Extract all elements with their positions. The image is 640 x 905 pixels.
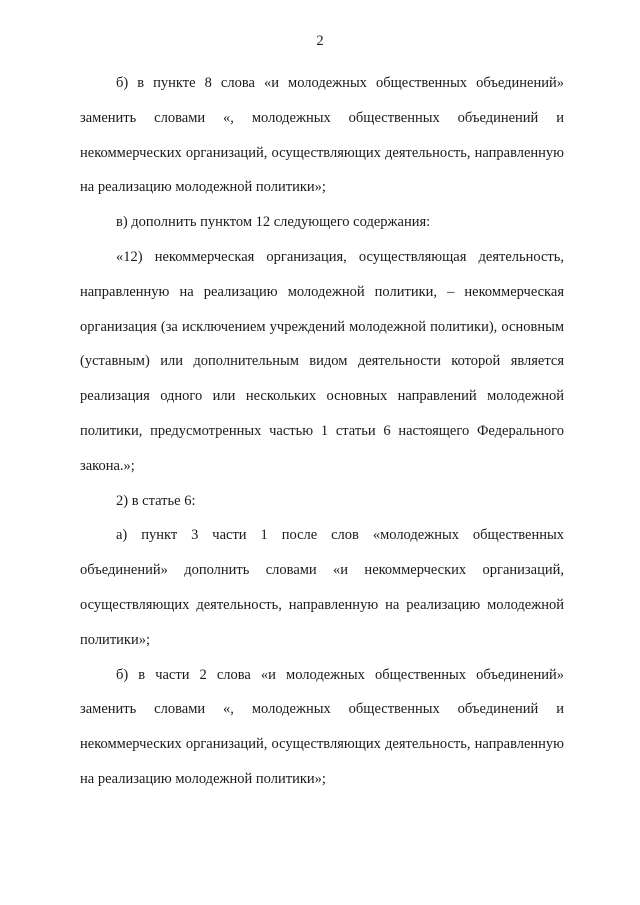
paragraph-point-12-definition: «12) некоммерческая организация, осуществляющая деятельность, направленную на реализацию молодежной политики, – некоммерческая организация (за исключением учреждений молодежной политики), основным (уставным) или дополнительным видом деятельности которой является реализация одного или нескольких основных направлений молодежной политики, предусмотренных частью 1 статьи 6 настоящего Федерального закона.»; bbox=[80, 248, 564, 474]
paragraph-amendment-v-add-point-12: в) дополнить пунктом 12 следующего содержания: bbox=[116, 214, 431, 231]
document-body bbox=[80, 66, 564, 797]
paragraph-amendment-a-part-1: а) пункт 3 части 1 после слов «молодежных общественных объединений» дополнить словами «и некоммерческих организаций, осуществляющих деятельность, направленную на реализацию молодежной политики»; bbox=[80, 527, 564, 648]
paragraph-article-6: 2) в статье 6: bbox=[116, 492, 196, 509]
page-number: 2 bbox=[316, 33, 324, 49]
paragraph-amendment-b-part-2: б) в части 2 слова «и молодежных общественных объединений» заменить словами «, молодежных общественных объединений и некоммерческих организаций, осуществляющих деятельность, направленную на реализацию молодежной политики»; bbox=[80, 666, 564, 787]
paragraph-amendment-b-point-8: б) в пункте 8 слова «и молодежных общественных объединений» заменить словами «, молодежных общественных объединений и некоммерческих организаций, осуществляющих деятельность, направленную на реализацию молодежной политики»; bbox=[80, 75, 564, 196]
